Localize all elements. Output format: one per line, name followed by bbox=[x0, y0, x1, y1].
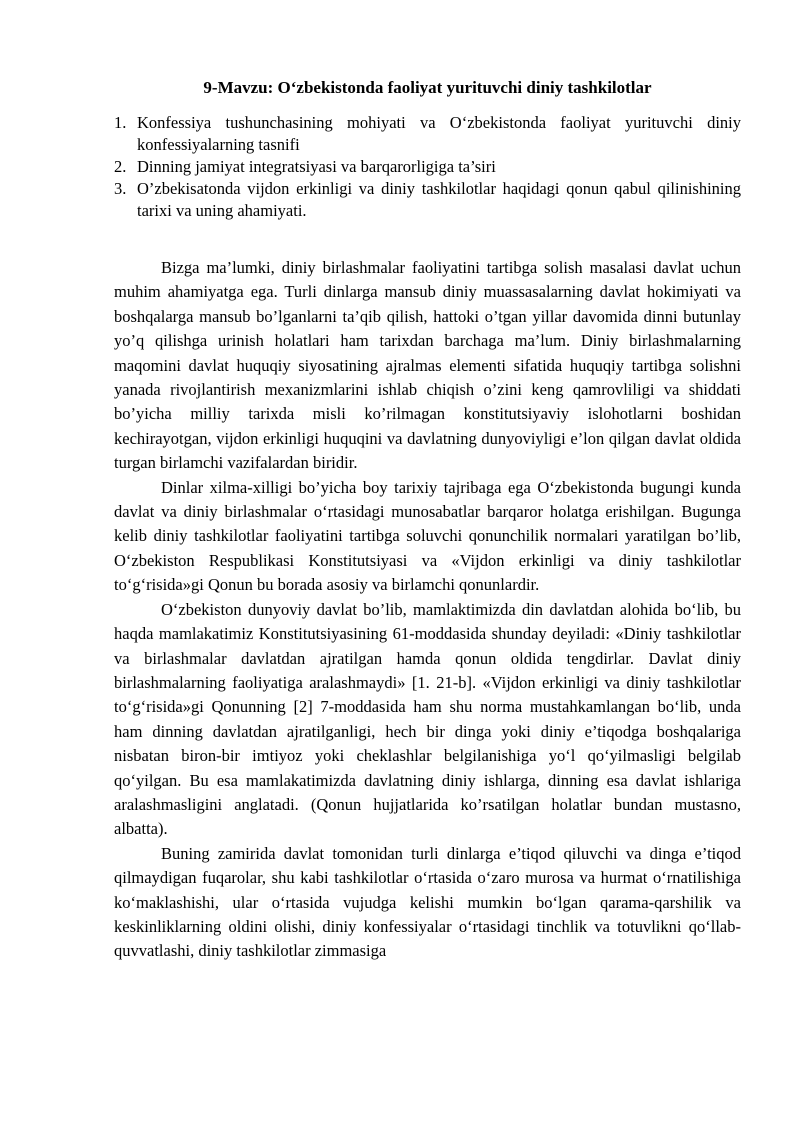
outline-item bbox=[114, 178, 741, 222]
body-paragraph: Buning zamirida davlat tomonidan turli dinlarga e’tiqod qiluvchi va dinga e’tiqod qilmaydigan fuqarolar, shu kabi tashkilotlar o‘rtasida o‘zaro murosa va hurmat o‘rnatilishiga ko‘maklashishi, ular o‘rtasida vujudga kelishi mumkin bo‘lgan qarama-qarshilik va keskinliklarning oldini olishi, diniy konfessiyalar o‘rtasidagi tinchlik va totuvlikni qo‘llab-quvvatlashi, diniy tashkilotlar zimmasiga bbox=[114, 843, 741, 961]
body-paragraph: Bizga ma’lumki, diniy birlashmalar faoliyatini tartibga solish masalasi davlat uchun muhim ahamiyatga ega. Turli dinlarga mansub diniy muassasalarning davlat hokimiyati va boshqalarga mansub bo’lganlarni ta’qib qilish, hattoki o’tgan yillar davomida dinni butunlay yo’q qilishga urinish holatlari ham tarixdan barchaga ma’lum. Diniy birlashmalarning maqomini davlat huquqiy siyosatining ajralmas elementi sifatida huquqiy tartibga solishni yanada rivojlantirish mexanizmlarini ishlab chiqish o’zini keng qamrovliligi va shiddati bo’yicha milliy tarixda misli ko’rilmagan konstitutsiyaviy islohotlarni boshidan kechirayotgan, vijdon erkinligi huquqini va davlatning dunyoviyligi e’lon qilgan davlat oldida turgan birlamchi vazifalardan biridir. bbox=[114, 258, 741, 473]
document-body bbox=[114, 256, 741, 964]
outline-text: O’zbekisatonda vijdon erkinligi va diniy tashkilotlar haqidagi qonun qabul qilinishining tarixi va uning ahamiyati. bbox=[137, 179, 741, 220]
outline-item bbox=[114, 156, 741, 178]
outline-number: 1. bbox=[114, 113, 127, 132]
document-title: 9-Mavzu: O‘zbekistonda faoliyat yurituvchi diniy tashkilotlar bbox=[203, 78, 652, 97]
document-page bbox=[114, 76, 741, 964]
outline-item bbox=[114, 112, 741, 156]
topic-outline bbox=[114, 112, 741, 222]
outline-number: 3. bbox=[114, 179, 127, 198]
body-paragraph: O‘zbekiston dunyoviy davlat bo’lib, mamlaktimizda din davlatdan alohida bo‘lib, bu haqda mamlakatimiz Konstitutsiyasining 61-moddasida shunday deyiladi: «Diniy tashkilotlar va birlashmalar davlatdan ajratilgan hamda qonun oldida tengdirlar. Davlat diniy birlashmalarning faoliyatiga aralashmaydi» [1. 21-b]. «Vijdon erkinligi va diniy tashkilotlar to‘g‘risida»gi Qonunning [2] 7-moddasida ham shu norma mustahkamlangan bo‘lib, unda ham dinning davlatdan ajratilganligi, hech bir dinga yoki diniy e’tiqodga boshqalariga nisbatan biron-bir imtiyoz yoki cheklashlar belgilanishiga yo‘l qo‘yilmasligi belgilab qo‘yilgan. Bu esa mamlakatimizda davlatning diniy ishlarga, dinning esa davlat ishlariga aralashmasligini anglatadi. (Qonun hujjatlarida ko’rsatilgan holatlar bundan mustasno, albatta). bbox=[114, 599, 741, 839]
outline-text: Konfessiya tushunchasining mohiyati va O‘zbekistonda faoliyat yurituvchi diniy konfessiyalarning tasnifi bbox=[137, 113, 741, 154]
body-paragraph: Dinlar xilma-xilligi bo’yicha boy tarixiy tajribaga ega O‘zbekistonda bugungi kunda davlat va diniy birlashmalar o‘rtasidagi munosabatlar barqaror holatga erishilgan. Bugunga kelib diniy tashkilotlar faoliyatini tartibga soluvchi qonunchilik normalari yaratilgan bo’lib, O‘zbekiston Respublikasi Konstitutsiyasi va «Vijdon erkinligi va diniy tashkilotlar to‘g‘risida»gi Qonun bu borada asosiy va birlamchi qonunlardir. bbox=[114, 477, 741, 595]
outline-number: 2. bbox=[114, 157, 127, 176]
outline-text: Dinning jamiyat integratsiyasi va barqarorligiga ta’siri bbox=[137, 157, 496, 176]
